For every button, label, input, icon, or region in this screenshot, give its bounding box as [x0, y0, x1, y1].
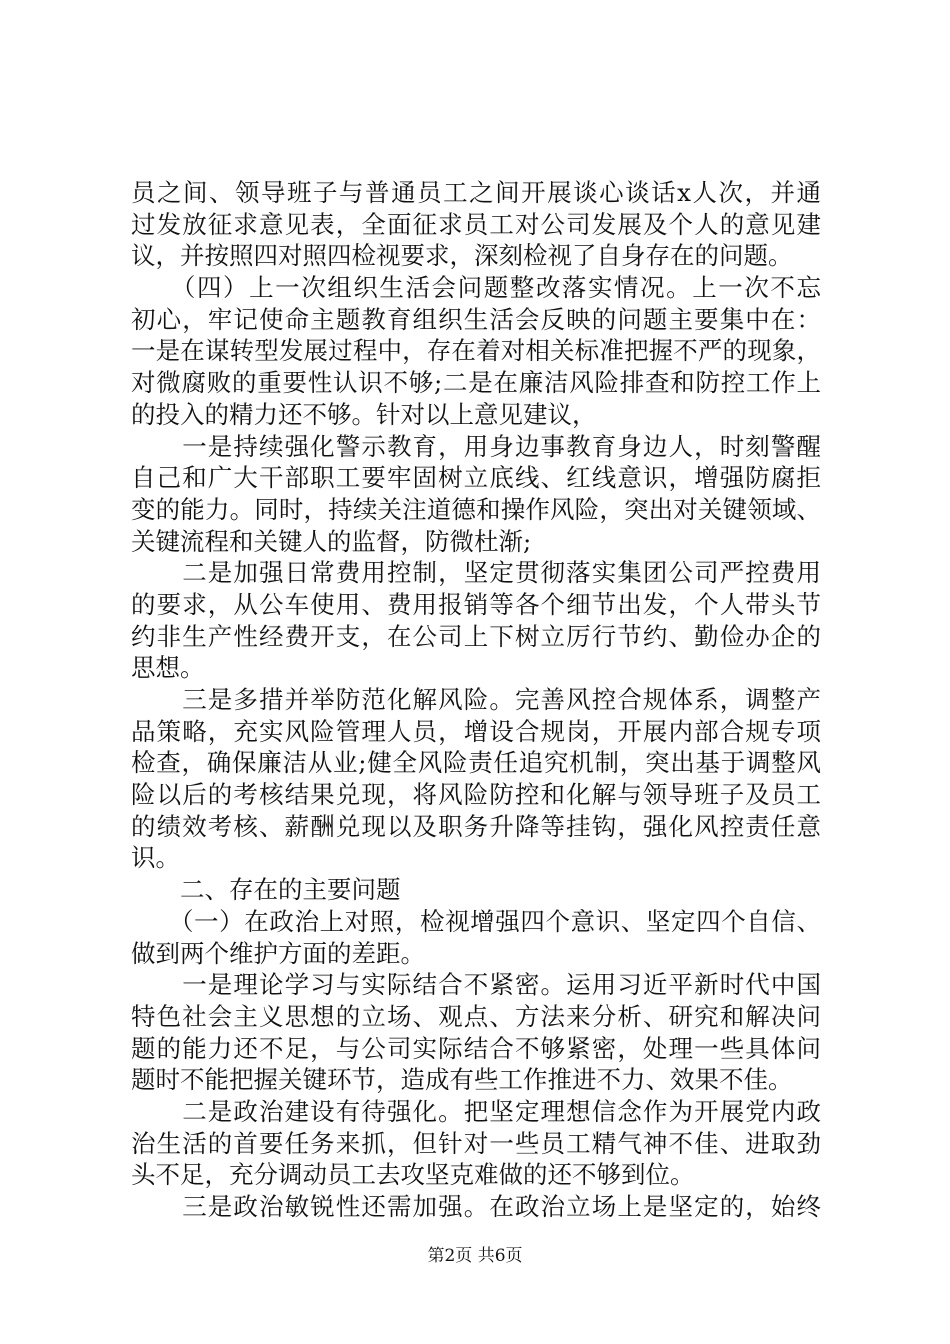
- text-line: 识。: [131, 843, 180, 873]
- text-line: 员之间、领导班子与普通员工之间开展谈心谈话x人次，并通: [131, 178, 821, 207]
- text-line: 题时不能把握关键环节，造成有些工作推进不力、效果不佳。: [131, 1065, 793, 1095]
- text-line: 初心，牢记使命主题教育组织生活会反映的问题主要集中在：: [131, 304, 821, 334]
- text-line: 约非生产性经费开支，在公司上下树立厉行节约、勤俭办企的: [131, 621, 821, 651]
- text-line: 思想。: [131, 653, 205, 683]
- text-line: 做到两个维护方面的差距。: [131, 938, 425, 968]
- text-line: 二是政治建设有待强化。把坚定理想信念作为开展党内政: [131, 1096, 821, 1126]
- text-line: 自己和广大干部职工要牢固树立底线、红线意识，增强防腐拒: [131, 463, 821, 493]
- text-line: 险以后的考核结果兑现，将风险防控和化解与领导班子及员工: [131, 780, 821, 810]
- text-line: 议，并按照四对照四检视要求，深刻检视了自身存在的问题。: [131, 241, 793, 271]
- text-line: 题的能力还不足，与公司实际结合不够紧密，处理一些具体问: [131, 1033, 821, 1063]
- text-line: 变的能力。同时，持续关注道德和操作风险，突出对关键领域、: [131, 494, 821, 524]
- text-line: 品策略，充实风险管理人员，增设合规岗，开展内部合规专项: [131, 716, 821, 746]
- text-line: 二是加强日常费用控制，坚定贯彻落实集团公司严控费用: [131, 558, 821, 588]
- text-line: 的投入的精力还不够。针对以上意见建议，: [131, 399, 597, 429]
- text-line: 过发放征求意见表，全面征求员工对公司发展及个人的意见建: [131, 209, 821, 239]
- text-line: （一）在政治上对照，检视增强四个意识、坚定四个自信、: [131, 906, 821, 936]
- text-line: 的要求，从公车使用、费用报销等各个细节出发，个人带头节: [131, 589, 821, 619]
- document-body: [131, 177, 821, 1223]
- text-line: 的绩效考核、薪酬兑现以及职务升降等挂钩，强化风控责任意: [131, 811, 821, 841]
- text-line: 治生活的首要任务来抓，但针对一些员工精气神不佳、进取劲: [131, 1128, 821, 1158]
- text-line: 关键流程和关键人的监督，防微杜渐;: [131, 526, 532, 556]
- text-line: 一是在谋转型发展过程中，存在着对相关标准把握不严的现象，: [131, 336, 821, 366]
- text-line: 对微腐败的重要性认识不够;二是在廉洁风险排查和防控工作上: [131, 368, 821, 398]
- text-line: 一是理论学习与实际结合不紧密。运用习近平新时代中国: [131, 970, 821, 1000]
- text-line: （四）上一次组织生活会问题整改落实情况。上一次不忘: [131, 273, 821, 303]
- text-line: 特色社会主义思想的立场、观点、方法来分析、研究和解决问: [131, 1001, 821, 1031]
- text-line: 二、存在的主要问题: [131, 875, 401, 905]
- text-line: 三是多措并举防范化解风险。完善风控合规体系，调整产: [131, 685, 821, 714]
- page-footer: 第2页 共6页: [427, 1246, 523, 1266]
- text-line: 头不足，充分调动员工去攻坚克难做的还不够到位。: [131, 1160, 695, 1190]
- text-line: 检查，确保廉洁从业;健全风险责任追究机制，突出基于调整风: [131, 748, 821, 778]
- text-line: 三是政治敏锐性还需加强。在政治立场上是坚定的，始终: [131, 1192, 821, 1221]
- text-line: 一是持续强化警示教育，用身边事教育身边人，时刻警醒: [131, 431, 821, 461]
